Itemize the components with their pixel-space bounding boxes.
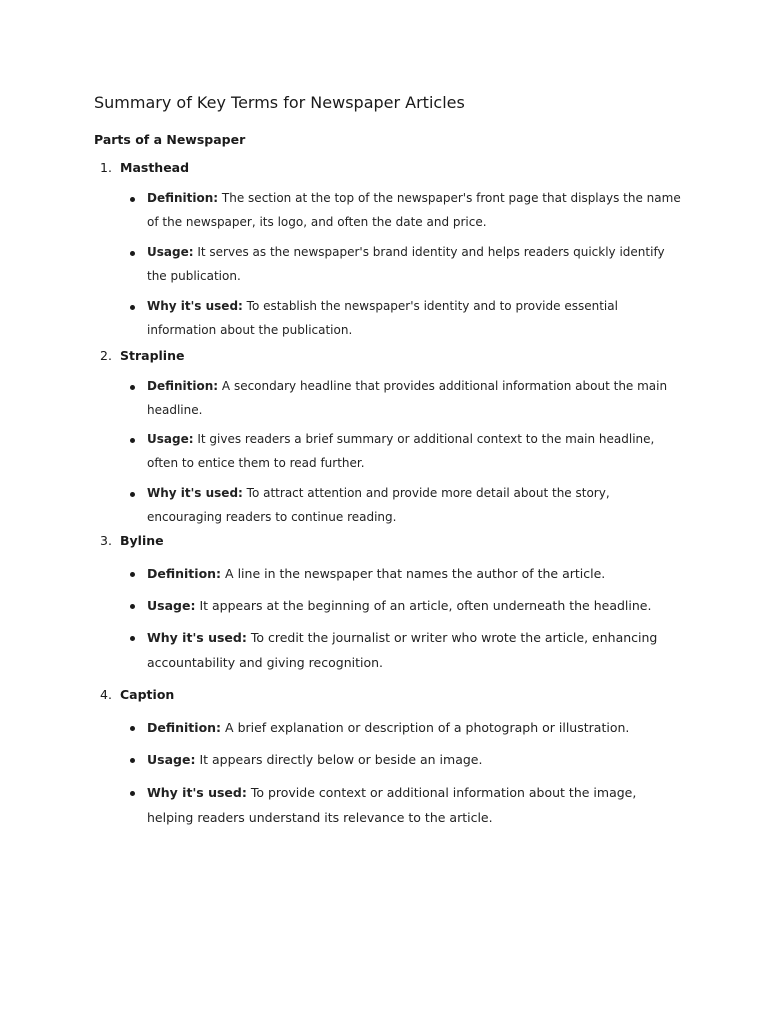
definition-text: A secondary headline that provides additional information about the main headline. — [147, 379, 668, 417]
definition-label: Definition: — [147, 379, 219, 393]
term-number: 1. — [100, 160, 112, 175]
usage-label: Usage: — [147, 432, 194, 446]
why-used-label: Why it's used: — [147, 299, 243, 313]
term-name: Strapline — [120, 348, 185, 363]
why-used-label: Why it's used: — [147, 630, 247, 645]
definition-item — [147, 561, 682, 586]
definition-label: Definition: — [147, 566, 222, 581]
term-name: Caption — [120, 687, 175, 702]
term-number: 3. — [100, 533, 112, 548]
term-name: Masthead — [120, 160, 190, 175]
why-used-label: Why it's used: — [147, 785, 247, 800]
usage-label: Usage: — [147, 752, 196, 767]
usage-text: It appears directly below or beside an image. — [199, 752, 483, 767]
definition-item — [147, 375, 682, 422]
usage-item — [147, 241, 682, 288]
definition-item — [147, 715, 682, 740]
why-used-item — [147, 482, 682, 529]
term-number: 2. — [100, 348, 112, 363]
definition-text: The section at the top of the newspaper's front page that displays the name of the newspaper, its logo, and often the date and price. — [147, 191, 681, 229]
term-heading-byline — [100, 531, 164, 551]
term-heading-masthead — [100, 158, 189, 178]
term-number: 4. — [100, 687, 112, 702]
usage-label: Usage: — [147, 598, 196, 613]
usage-text: It appears at the beginning of an article, often underneath the headline. — [199, 598, 652, 613]
why-used-item — [147, 295, 682, 342]
why-used-label: Why it's used: — [147, 486, 243, 500]
definition-label: Definition: — [147, 720, 222, 735]
why-used-item — [147, 780, 682, 830]
term-name: Byline — [120, 533, 164, 548]
usage-item — [147, 747, 682, 772]
section-heading: Parts of a Newspaper — [94, 132, 246, 147]
why-used-item — [147, 625, 682, 675]
usage-item — [147, 593, 682, 618]
usage-label: Usage: — [147, 245, 194, 259]
document-title: Summary of Key Terms for Newspaper Articles — [94, 93, 465, 112]
definition-item — [147, 187, 682, 234]
usage-text: It gives readers a brief summary or additional context to the main headline, often to entice them to read further. — [147, 432, 655, 470]
why-used-text: To establish the newspaper's identity and to provide essential information about the publication. — [147, 299, 618, 337]
why-used-text: To attract attention and provide more detail about the story, encouraging readers to continue reading. — [147, 486, 610, 524]
definition-text: A brief explanation or description of a photograph or illustration. — [225, 720, 630, 735]
term-heading-caption — [100, 685, 174, 705]
definition-text: A line in the newspaper that names the author of the article. — [225, 566, 606, 581]
why-used-text: To provide context or additional information about the image, helping readers understand its relevance to the article. — [147, 785, 637, 825]
definition-label: Definition: — [147, 191, 219, 205]
usage-text: It serves as the newspaper's brand identity and helps readers quickly identify the publication. — [147, 245, 665, 283]
term-heading-strapline — [100, 346, 184, 366]
why-used-text: To credit the journalist or writer who wrote the article, enhancing accountability and giving recognition. — [147, 630, 658, 670]
usage-item — [147, 428, 682, 475]
